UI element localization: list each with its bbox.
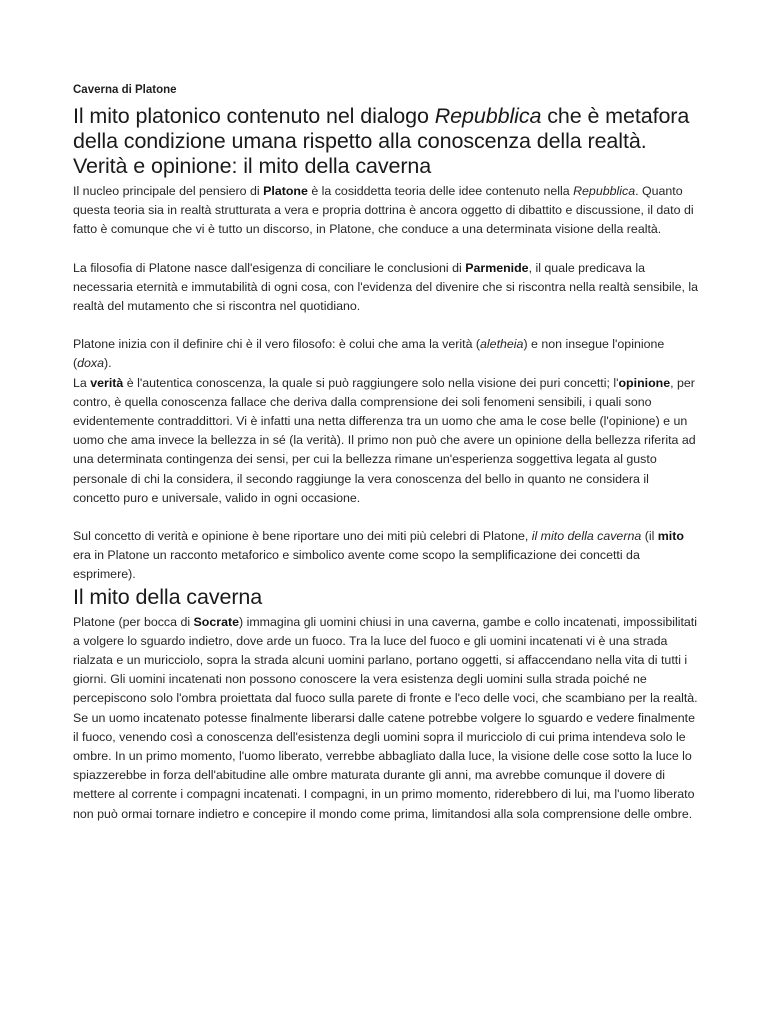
paragraph-vero-filosofo bbox=[73, 335, 699, 373]
text-run: La bbox=[73, 375, 91, 390]
text-run: , per contro, è quella conoscenza fallace che deriva dalla comprensione dei soli fenomeni sensibili, i quali sono evidentemente contraddittori. Vi è infatti una netta differenza tra un uomo che ama le cose belle (l'opinione) e un uomo che ama invece la bellezza in sé (la verità). Il primo non può che avere un opinione della bellezza riferita ad una determinata contingenza dei sensi, per cui la bellezza rimane un'esperienza soggettiva legata al gusto personale di chi la considera, il secondo raggiunge la vera conoscenza del bello in quanto ne considera il concetto puro e universale, valido in ogni occasione. bbox=[73, 375, 696, 505]
text-run: ) immagina gli uomini chiusi in una caverna, gambe e collo incatenati, impossibilitati a volgere lo sguardo indietro, dove arde un fuoco. Tra la luce del fuoco e gli uomini incatenati vi è una strada rialzata e un muricciolo, sopra la strada alcuni uomini parlano, portano oggetti, si affaccendano nella vita di tutti i giorni. Gli uomini incatenati non possono conoscere la vera esistenza degli uomini sulla strada poiché ne percepiscono solo l'ombra proiettata dal fuoco sulla parete di fronte e l'eco delle voci, che scambiano per la realtà. Se un uomo incatenato potesse finalmente liberarsi dalle catene potrebbe volgere lo sguardo e vedere finalmente il fuoco, venendo così a conoscenza dell'esistenza degli uomini sopra il muricciolo di cui prima intendeva solo le ombre. In un primo momento, l'uomo liberato, verrebbe abbagliato dalla luce, la visione delle cose sotto la luce lo spiazzerebbe in forza dell'abitudine alle ombre maturata durante gli anni, ma avrebbe comunque il dovere di mettere al corrente i compagni incatenati. I compagni, in un primo momento, riderebbero di lui, ma l'uomo liberato non può ormai tornare indietro e concepire il mondo come prima, limitandosi alla sola comprensione delle ombre. bbox=[73, 614, 698, 821]
text-run: La filosofia di Platone nasce dall'esigenza di conciliare le conclusioni di bbox=[73, 260, 466, 275]
italic-term: il mito della caverna bbox=[531, 529, 642, 544]
document-body bbox=[73, 82, 699, 824]
text-run: Sul concetto di verità e opinione è bene riportare uno dei miti più celebri di Platone, bbox=[73, 529, 532, 544]
text-run: Platone inizia con il definire chi è il vero filosofo: è colui che ama la verità ( bbox=[73, 337, 481, 352]
bold-term: Platone bbox=[263, 184, 308, 198]
italic-term: doxa bbox=[77, 356, 105, 371]
title-text: Il mito platonico contenuto nel dialogo bbox=[73, 104, 435, 128]
text-run: . Quanto questa teoria sia in realtà strutturata a vera e propria dottrina è ancora oggetto di dibattito e discussione, il dato di fatto è comunque che vi è tutto un discorso, in Platone, che conduce a una determinata visione della realtà. bbox=[73, 184, 694, 237]
paragraph-mito-intro bbox=[73, 527, 699, 585]
paragraph-verita-opinione bbox=[73, 374, 699, 508]
paragraph-teoria-idee bbox=[73, 182, 699, 240]
section-heading-verita: Verità e opinione: il mito della caverna bbox=[73, 154, 432, 178]
paragraph-gap bbox=[73, 316, 699, 335]
text-run: è l'autentica conoscenza, la quale si può raggiungere solo nella visione dei puri concetti; l' bbox=[123, 375, 619, 390]
section-heading-mito: Il mito della caverna bbox=[73, 584, 263, 609]
bold-term: verità bbox=[90, 375, 124, 390]
paragraph-gap bbox=[73, 240, 699, 259]
text-run: Il nucleo principale del pensiero di bbox=[73, 184, 264, 198]
text-run: ). bbox=[104, 356, 112, 371]
paragraph-gap bbox=[73, 508, 699, 527]
paragraph-caverna bbox=[73, 613, 699, 824]
page-title bbox=[73, 104, 699, 154]
bold-term: Socrate bbox=[193, 614, 240, 629]
text-run: ) e non insegue l'opinione ( bbox=[73, 337, 665, 371]
text-run: , il quale predicava la necessaria eternità e immutabilità di ogni cosa, con l'evidenza del divenire che si riscontra nella realtà sensibile, la realtà del mutamento che si riscontra nel quotidiano. bbox=[73, 260, 698, 314]
document-label: Caverna di Platone bbox=[73, 84, 177, 96]
text-run: è la cosiddetta teoria delle idee contenuto nella bbox=[307, 184, 574, 198]
text-run: era in Platone un racconto metaforico e simbolico avente come scopo la semplificazione dei concetti da esprimere). bbox=[73, 548, 640, 582]
italic-term: Repubblica bbox=[573, 184, 636, 198]
text-run: (il bbox=[641, 529, 658, 544]
title-italic: Repubblica bbox=[434, 104, 542, 128]
bold-term: Parmenide bbox=[465, 260, 529, 275]
paragraph-parmenide bbox=[73, 259, 699, 317]
title-text-end: che è metafora della condizione umana rispetto alla conoscenza della realtà. bbox=[73, 104, 690, 153]
bold-term: opinione bbox=[618, 375, 671, 390]
text-run: Platone (per bocca di bbox=[73, 614, 194, 629]
bold-term: mito bbox=[657, 529, 684, 544]
italic-term: aletheia bbox=[480, 337, 524, 352]
